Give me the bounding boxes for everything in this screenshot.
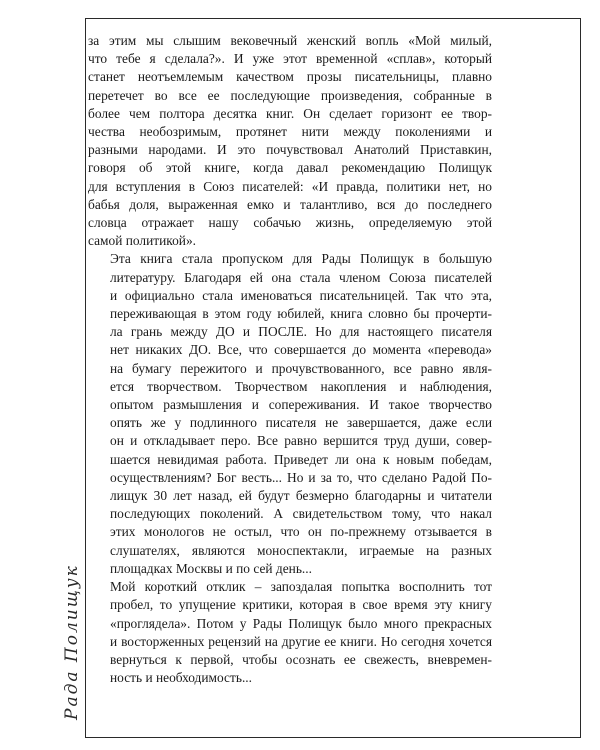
text-line: станет неотъемлемым качеством прозы писательницы, плавно xyxy=(88,69,492,85)
text-line: более чем полтора десятка книг. Он сделает горизонт ее твор- xyxy=(88,105,492,121)
text-line: чества необозримым, протянет нити между поколениями и xyxy=(88,124,492,140)
text-line: ность и необходимость... xyxy=(110,670,252,686)
text-line: шается невидимая работа. Приведет ли она к новым победам, xyxy=(110,451,492,467)
text-line: слушателях, являются моноспектакли, играемые на разных xyxy=(110,542,492,558)
text-line: разными народами. И это почувствовал Анатолий Приставкин, xyxy=(88,142,492,158)
text-line: нет никаких ДО. Все, что совершается до момента «перевода» xyxy=(110,342,492,358)
text-line: самой политикой». xyxy=(88,233,197,249)
paragraph xyxy=(88,250,492,578)
side-author-label: Рада Полищук xyxy=(62,564,82,720)
text-line: опять же у подлинного писателя не завершается, даже если xyxy=(110,415,492,431)
text-line: «проглядела». Потом у Рады Полищук было много прекрасных xyxy=(110,615,492,631)
text-line: переживающая в этом году юбилей, книга словно бы прочерти- xyxy=(110,306,492,322)
text-line: ла грань между ДО и ПОСЛЕ. Но для настоящего писателя xyxy=(110,324,492,340)
text-line: за этим мы слышим вековечный женский вопль «Мой милый, xyxy=(88,33,492,48)
text-line: бабья доля, выраженная емко и талантливо, вся до последнего xyxy=(88,196,492,212)
text-line: вернуться к первой, чтобы осознать ее свежесть, вневремен- xyxy=(110,651,492,667)
text-line: последующих поколений. А свидетельством тому, что накал xyxy=(110,506,492,522)
text-line: площадках Москвы и по сей день... xyxy=(110,560,312,576)
text-line: опытом размышления и сопереживания. И такое творчество xyxy=(110,397,492,413)
text-line: словца отражает нашу собачью жизнь, определяемую этой xyxy=(88,215,492,231)
text-line: и восторженных рецензий на другие ее книги. Но сегодня хочется xyxy=(110,633,492,649)
text-line: он и откладывает перо. Все равно вершится труд души, совер- xyxy=(110,433,492,449)
text-line: на бумагу пережитого и прочувствованного, все равно явля- xyxy=(110,360,492,376)
text-line: литературу. Благодаря ей она стала членом Союза писателей xyxy=(110,269,492,285)
text-line: пробел, то упущение критики, которая в свое время эту книгу xyxy=(110,597,492,613)
text-line: Мой короткий отклик – запоздалая попытка восполнить тот xyxy=(110,579,492,595)
text-line: лищук 30 лет назад, ей будут безмерно благодарны и читатели xyxy=(110,488,492,504)
text-line: ется творчеством. Творчеством накопления и наблюдения, xyxy=(110,378,492,394)
text-line: перетечет во все ее последующие произведения, собранные в xyxy=(88,87,492,103)
text-line: осуществлениям? Бог весть... Но и за то, что сделано Радой По- xyxy=(110,469,492,485)
text-line: этих монологов не остыл, что он по-прежнему отзывается в xyxy=(110,524,492,540)
text-line: и официально стала именоваться писательницей. Так что эта, xyxy=(110,287,492,303)
paragraph xyxy=(88,32,492,250)
text-line: Эта книга стала пропуском для Рады Полищук в большую xyxy=(110,251,492,267)
text-line: говоря об этой книге, когда давал рекомендацию Полищук xyxy=(88,160,492,176)
text-line: для вступления в Союз писателей: «И правда, политики нет, но xyxy=(88,178,492,194)
body-text xyxy=(88,32,492,687)
paragraph xyxy=(88,578,492,687)
text-line: что тебе я сделала?». И уже этот временной «сплав», который xyxy=(88,51,492,67)
